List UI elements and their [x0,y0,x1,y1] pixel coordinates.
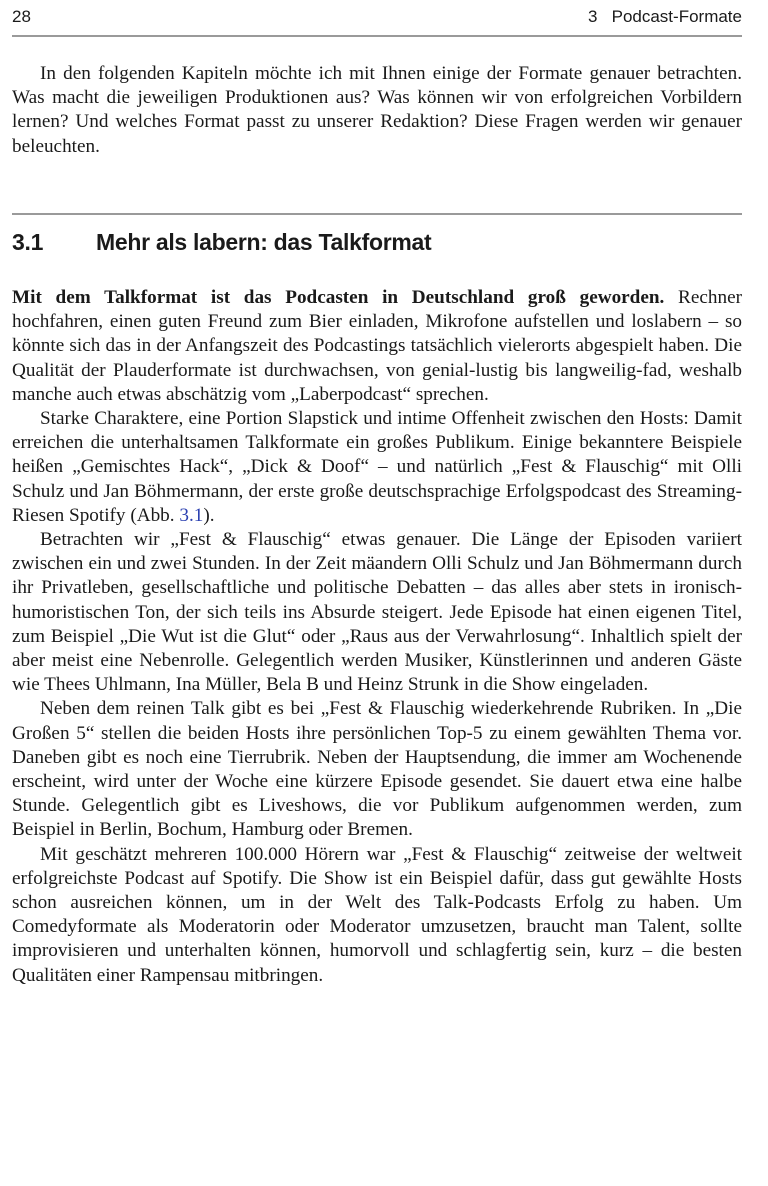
intro-block [12,62,742,159]
section-rule [12,213,742,215]
paragraph-2-tail: ). [203,504,215,526]
section-number: 3.1 [12,229,44,255]
paragraph-4: Neben dem reinen Talk gibt es bei „Fest & Flauschig wiederkehrende Rubriken. In „Die Großen 5“ stellen die beiden Hosts ihre persönlichen Top-5 zu einem gewählten Thema vor. Daneben gibt es noch eine Tierrubrik. Neben der Hauptsendung, die immer am Wochenende erscheint, wird unter der Woche eine kürzere Episode gesendet. Sie dauert etwa eine halbe Stunde. Gelegentlich gibt es Liveshows, die vor Publikum aufgenommen werden, zum Beispiel in Berlin, Bochum, Hamburg oder Bremen. [12,698,742,841]
paragraph-1-text: Rechner hochfahren, einen guten Freund zum Bier einladen, Mikrofone aufstellen und loslabern – so könnte sich das in der Anfangszeit des Podcastings tatsächlich vielerorts abgespielt haben. Die Qualität der Plauderformate ist durchwachsen, von genial-lustig bis langweilig-fad, weshalb manche auch etwas abschätzig vom „Laberpodcast“ sprechen. [12,287,742,405]
figure-reference-link[interactable]: 3.1 [179,504,204,526]
header-rule [12,35,742,37]
section-heading [12,227,742,257]
section-body [12,286,742,988]
paragraph-2-text: Starke Charaktere, eine Portion Slapstick und intime Offenheit zwischen den Hosts: Damit erreichen die unterhaltsamen Talkformate ein großes Publikum. Einige bekanntere Beispiele heißen „Gemischtes Hack“, „Dick & Doof“ – und natürlich „Fest & Flauschig“ mit Olli Schulz und Jan Böhmermann, der erste große deutschsprachige Erfolgspodcast des Streaming-Riesen Spotify (Abb. [12,408,742,526]
running-header [12,4,742,30]
paragraph-1-lead: Mit dem Talkformat ist das Podcasten in Deutschland groß geworden. [12,287,665,308]
chapter-title: 3 Podcast-Formate [587,7,742,26]
paragraph-1 [12,286,742,407]
paragraph-2 [12,407,742,528]
paragraph-3: Betrachten wir „Fest & Flauschig“ etwas genauer. Die Länge der Episoden variiert zwischen ein und zwei Stunden. In der Zeit mäandern Olli Schulz und Jan Böhmermann durch ihr Privatleben, gesellschaftliche und politische Debatten – das alles aber stets in ironisch-humoristischen Ton, der sich teils ins Absurde steigert. Jede Episode hat einen eigenen Titel, zum Beispiel „Die Wut ist die Glut“ oder „Raus aus der Verwahrlosung“. Inhaltlich spielt der aber meist eine Nebenrolle. Gelegentlich werden Musiker, Künstlerinnen und anderen Gäste wie Thees Uhlmann, Ina Müller, Bela B und Heinz Strunk in die Show eingeladen. [12,529,742,696]
intro-paragraph: In den folgenden Kapiteln möchte ich mit Ihnen einige der Formate genauer betrachten. Was macht die jeweiligen Produktionen aus? Was können wir von erfolgreichen Vorbildern lernen? Und welches Format passt zu unserer Redaktion? Diese Fragen werden wir genauer beleuchten. [12,63,742,157]
page-number: 28 [12,7,31,26]
section-title: Mehr als labern: das Talkformat [96,229,432,255]
paragraph-5: Mit geschätzt mehreren 100.000 Hörern war „Fest & Flauschig“ zeitweise der weltweit erfolgreichste Podcast auf Spotify. Die Show ist ein Beispiel dafür, dass gut gewählte Hosts schon ausreichen können, um in der Welt des Talk-Podcasts Erfolg zu haben. Um Comedyformate als Moderatorin oder Moderator umzusetzen, braucht man Talent, sollte improvisieren und unterhalten können, humorvoll und schlagfertig sein, kurz – die besten Qualitäten einer Rampensau mitbringen. [12,843,742,986]
